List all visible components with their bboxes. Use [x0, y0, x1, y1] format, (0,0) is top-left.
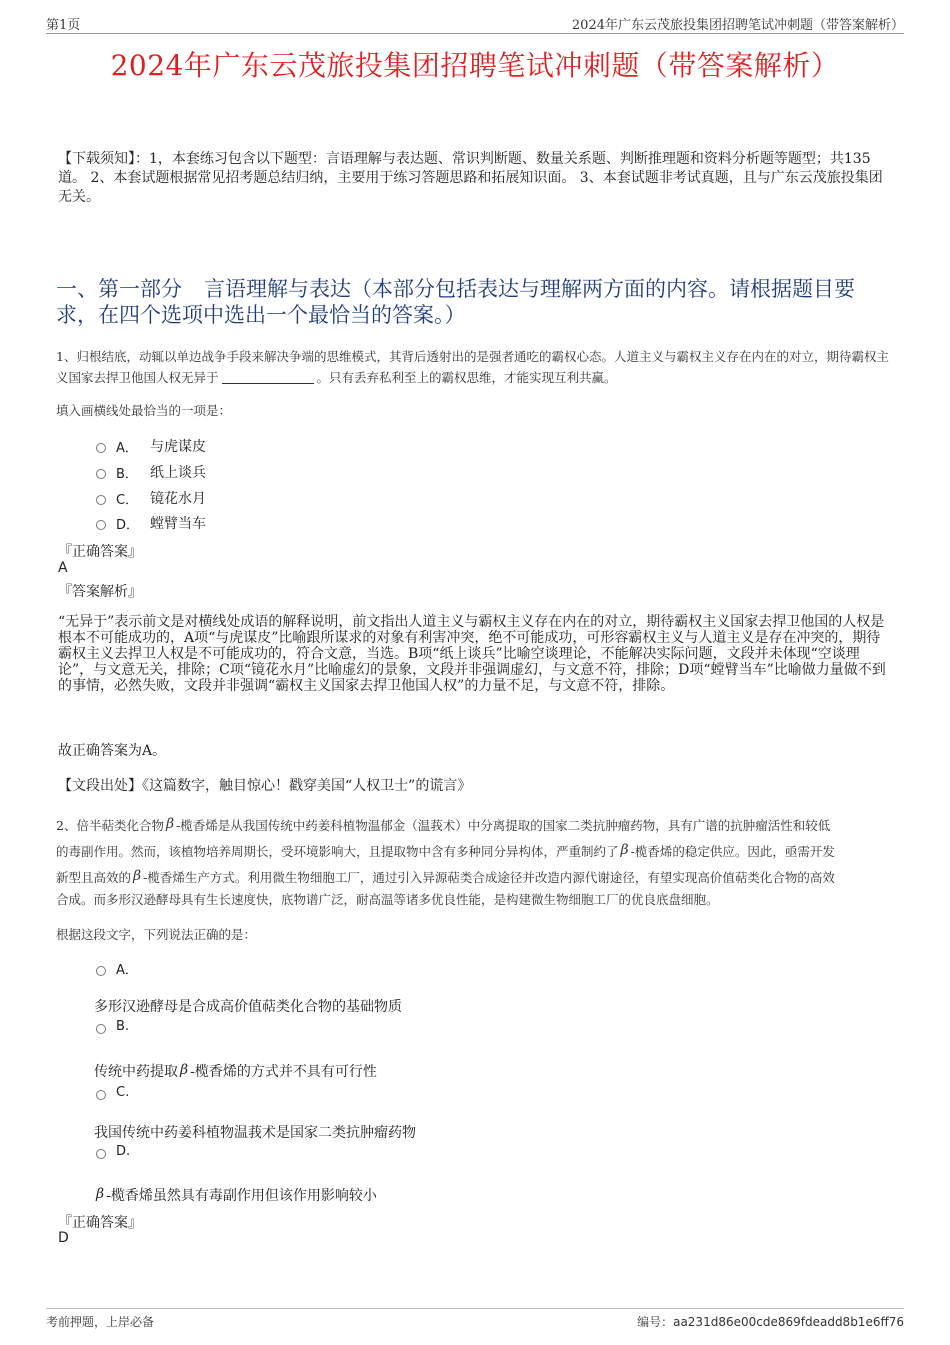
download-notice: 【下载须知】：1，本套练习包含以下题型：言语理解与表达题、常识判断题、数量关系题、判断推理题和资料分析题等题型；共135道。 2、本套试题根据常见招考题总结归纳，主要用于练习答题思路和拓展知识面。 3、本套试题非考试真题，且与广东云茂旅投集团无关。 — [58, 151, 883, 205]
q2-stem-line-3: 新型且高效的 β -榄香烯生产方式。利用微生物细胞工厂，通过引入异源萜类合成途径并改造内源代谢途径，有望实现高价值萜类化合物的高效 — [56, 868, 835, 885]
q1-answer: A — [58, 560, 68, 576]
q1-option-c[interactable]: C． 镜花水月 — [96, 488, 206, 508]
q2-answer: D — [58, 1230, 69, 1246]
q1-option-b[interactable]: B． 纸上谈兵 — [96, 462, 206, 482]
q1-option-a[interactable]: A． 与虎谋皮 — [96, 436, 206, 456]
beta-symbol: β — [133, 868, 142, 884]
radio-icon[interactable] — [96, 469, 106, 479]
q2-stem-line-1: 2、倍半萜类化合物 β -榄香烯是从我国传统中药姜科植物温郁金（温莪术）中分离提取的国家二类抗肿瘤药物，具有广谱的抗肿瘤活性和较低 — [56, 816, 831, 833]
radio-icon[interactable] — [96, 443, 106, 453]
beta-symbol: β — [96, 1186, 105, 1202]
header-page-number: 第1页 — [46, 18, 81, 33]
q2-option-c[interactable]: C. — [96, 1085, 129, 1100]
header-divider — [46, 33, 904, 34]
q1-conclusion: 故正确答案为A。 — [58, 743, 167, 759]
q2-option-c-text: 我国传统中药姜科植物温莪术是国家二类抗肿瘤药物 — [94, 1125, 416, 1141]
q1-option-d[interactable]: D． 螳臂当车 — [96, 513, 206, 533]
radio-icon[interactable] — [96, 520, 106, 530]
footer-id-code: aa231d86e00cde869fdeadd8b1e6ff76 — [673, 1315, 904, 1329]
q2-option-a[interactable]: A． — [96, 959, 138, 978]
q1-stem — [56, 346, 894, 388]
radio-icon[interactable] — [96, 1024, 106, 1034]
section-heading — [56, 276, 894, 328]
radio-icon[interactable] — [96, 966, 106, 976]
q2-answer-label: 『正确答案』 — [58, 1215, 142, 1231]
footer-divider — [46, 1308, 904, 1309]
beta-symbol: β — [165, 816, 175, 832]
q2-stem-line-2: 的毒副作用。然而，该植物培养周期长，受环境影响大，且提取物中含有多种同分异构体，严重制约了 β -榄香烯的稳定供应。因此，亟需开发 — [56, 842, 835, 859]
beta-symbol: β — [180, 1062, 189, 1078]
q2-option-b[interactable]: B. — [96, 1019, 129, 1034]
q1-blank — [222, 371, 314, 384]
q1-prompt: 填入画横线处最恰当的一项是： — [56, 403, 232, 418]
q1-stem-before: 1、归根结底，动辄以单边战争手段来解决争端的思维模式，其背后透射出的是强者通吃的霸权心态。人道主义与霸权主义存在内在的对立，期待霸权主义国家去捍卫他国人权无异于 — [56, 349, 889, 385]
q2-stem-line-4: 合成。而多形汉逊酵母具有生长速度快，底物谱广泛，耐高温等诸多优良性能，是构建微生物细胞工厂的优良底盘细胞。 — [56, 892, 719, 907]
header-doc-title: 2024年广东云茂旅投集团招聘笔试冲刺题（带答案解析） — [571, 18, 904, 33]
q1-analysis-label: 『答案解析』 — [58, 584, 142, 600]
footer-id: 编号：aa231d86e00cde869fdeadd8b1e6ff76 — [637, 1315, 904, 1329]
q2-option-a-text: 多形汉逊酵母是合成高价值萜类化合物的基础物质 — [94, 999, 402, 1015]
q2-option-b-text: 传统中药提取 β -榄香烯的方式并不具有可行性 — [94, 1062, 377, 1080]
q1-analysis: “无异于”表示前文是对横线处成语的解释说明，前文指出人道主义与霸权主义存在内在的对立，期待霸权主义国家去捍卫他国的人权是根本不可能成功的，A项“与虎谋皮”比喻跟所谋求的对象有利害冲突，绝不可能成功，可形容霸权主义与人道主义是存在冲突的，期待霸权主义去捍卫人权是不可能成功的，符合文意，当选。B项“纸上谈兵”比喻空谈理论，不能解决实际问题，文段并未体现“空谈理论”，与文意无关，排除；C项“镜花水月”比喻虚幻的景象，文段并非强调虚幻，与文意不符，排除；D项“螳臂当车”比喻做力量做不到的事情，必然失败，文段并非强调“霸权主义国家去捍卫他国人权”的力量不足，与文意不符，排除。 — [58, 614, 886, 694]
section-title: 言语理解与表达（本部分包括表达与理解两方面的内容。请根据题目要求，在四个选项中选出一个最恰当的答案。） — [56, 277, 855, 327]
beta-symbol: β — [620, 842, 629, 858]
q1-answer-label: 『正确答案』 — [58, 544, 142, 560]
q2-option-d-text: β -榄香烯虽然具有毒副作用但该作用影响较小 — [96, 1186, 377, 1204]
q2-option-d[interactable]: D. — [96, 1144, 130, 1159]
radio-icon[interactable] — [96, 495, 106, 505]
footer-slogan: 考前押题，上岸必备 — [46, 1315, 155, 1329]
radio-icon[interactable] — [96, 1090, 106, 1100]
page-title: 2024年广东云茂旅投集团招聘笔试冲刺题（带答案解析） — [110, 49, 840, 82]
section-part: 一、第一部分 — [56, 277, 182, 301]
q2-prompt: 根据这段文字，下列说法正确的是： — [56, 927, 257, 942]
radio-icon[interactable] — [96, 1149, 106, 1159]
q1-stem-after: 。只有丢弃私利至上的霸权思维，才能实现互利共赢。 — [316, 370, 617, 385]
q1-source: 【文段出处】《这篇数字，触目惊心！戳穿美国“人权卫士”的谎言》 — [58, 778, 472, 794]
